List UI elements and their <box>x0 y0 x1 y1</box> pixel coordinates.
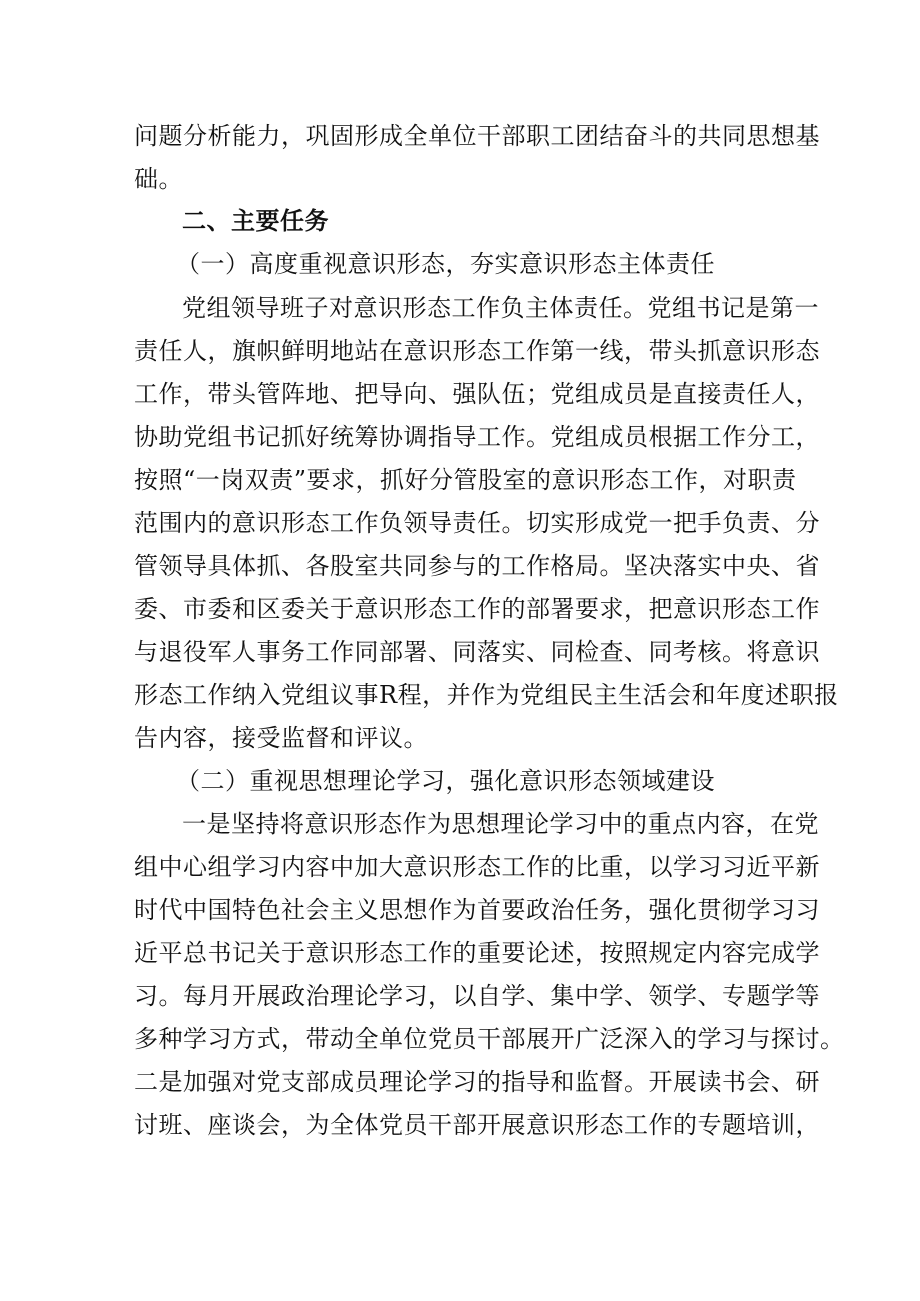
body-text-line: 多种学习方式，带动全单位党员干部展开广泛深入的学习与探讨。 <box>134 1025 845 1053</box>
body-text-line: 一是坚持将意识形态作为思想理论学习中的重点内容，在党 <box>182 810 819 838</box>
body-text-line: 二是加强对党支部成员理论学习的指导和监督。开展读书会、研 <box>134 1068 820 1096</box>
body-text-line: 时代中国特色社会主义思想作为首要政治任务，强化贯彻学习习 <box>134 896 820 924</box>
subsection-heading: （二）重视思想理论学习，强化意识形态领域建设 <box>176 767 715 795</box>
body-text-line: 讨班、座谈会，为全体党员干部开展意识形态工作的专题培训， <box>134 1111 820 1139</box>
body-text-line: 告内容，接受监督和评议。 <box>134 724 428 752</box>
body-text-line: 党组领导班子对意识形态工作负主体责任。党组书记是第一 <box>182 294 819 322</box>
body-text-line: 委、市委和区委关于意识形态工作的部署要求，把意识形态工作 <box>134 595 820 623</box>
body-text-line: 与退役军人事务工作同部署、同落实、同检查、同考核。将意识 <box>134 638 820 666</box>
body-text-line: 组中心组学习内容中加大意识形态工作的比重，以学习习近平新 <box>134 853 820 881</box>
body-text-line: 协助党组书记抓好统筹协调指导工作。党组成员根据工作分工， <box>134 423 820 451</box>
body-text-line: 近平总书记关于意识形态工作的重要论述，按照规定内容完成学 <box>134 939 820 967</box>
body-text-line: 问题分析能力，巩固形成全单位干部职工团结奋斗的共同思想基 <box>134 122 820 150</box>
body-text-line: 工作，带头管阵地、把导向、强队伍；党组成员是直接责任人， <box>134 380 820 408</box>
subsection-heading: （一）高度重视意识形态，夯实意识形态主体责任 <box>176 250 715 278</box>
body-text-line: 管领导具体抓、各股室共同参与的工作格局。坚决落实中央、省 <box>134 552 820 580</box>
body-text-line: 按照“一岗双责”要求，抓好分管股室的意识形态工作，对职责 <box>134 466 797 494</box>
body-text-line: 责任人，旗帜鲜明地站在意识形态工作第一线，带头抓意识形态 <box>134 337 820 365</box>
body-text-line: 范围内的意识形态工作负领导责任。切实形成党一把手负责、分 <box>134 509 820 537</box>
section-heading: 二、主要任务 <box>182 207 329 235</box>
body-text-line: 习。每月开展政治理论学习，以自学、集中学、领学、专题学等 <box>134 982 820 1010</box>
body-text-line: 础。 <box>134 165 183 193</box>
body-text-line: 形态工作纳入党组议事R程，并作为党组民主生活会和年度述职报 <box>134 681 839 709</box>
